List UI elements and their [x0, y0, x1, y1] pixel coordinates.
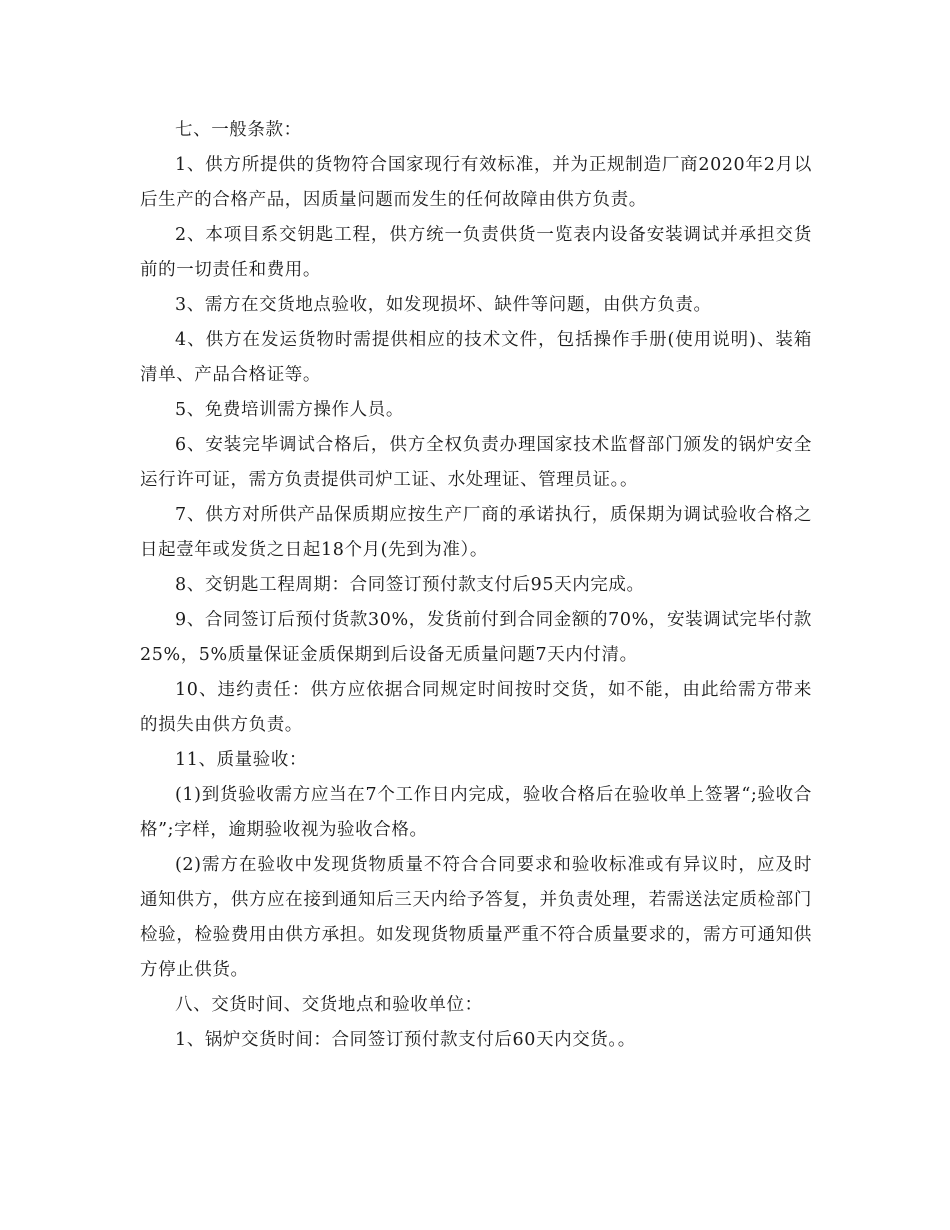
clause-11-quality-acceptance: 11、质量验收：	[175, 750, 308, 770]
section-heading-general-terms: 七、一般条款：	[175, 120, 302, 140]
clause-8-project-period: 8、交钥匙工程周期：合同签订预付款支付后95天内完成。	[175, 575, 645, 595]
clause-11-1-arrival-inspection: (1)到货验收需方应当在7个工作日内完成，验收合格后在验收单上签署“;验收合格”;字样，逾期验收视为验收合格。	[140, 785, 812, 840]
clause-10-breach-liability: 10、违约责任：供方应依据合同规定时间按时交货，如不能，由此给需方带来的损失由供方负责。	[140, 680, 812, 735]
clause-1-goods-standard: 1、供方所提供的货物符合国家现行有效标准，并为正规制造厂商2020年2月以后生产的合格产品，因质量问题而发生的任何故障由供方负责。	[140, 155, 812, 210]
clause-11-2-quality-objection: (2)需方在验收中发现货物质量不符合合同要求和验收标准或有异议时，应及时通知供方，供方应在接到通知后三天内给予答复，并负责处理，若需送法定质检部门检验，检验费用由供方承担。如发现货物质量严重不符合质量要求的，需方可通知供方停止供货。	[140, 855, 812, 980]
document-page	[140, 113, 812, 1058]
clause-9-payment-terms: 9、合同签订后预付货款30%，发货前付到合同金额的70%，安装调试完毕付款25%，5%质量保证金质保期到后设备无质量问题7天内付清。	[140, 610, 812, 665]
clause-3-inspection-location: 3、需方在交货地点验收，如发现损坏、缺件等问题，由供方负责。	[175, 295, 712, 315]
clause-4-technical-documents: 4、供方在发运货物时需提供相应的技术文件，包括操作手册(使用说明)、装箱清单、产品合格证等。	[140, 330, 812, 385]
clause-7-warranty: 7、供方对所供产品保质期应按生产厂商的承诺执行，质保期为调试验收合格之日起壹年或发货之日起18个月(先到为准）。	[140, 505, 812, 560]
delivery-clause-1-boiler-delivery-time: 1、锅炉交货时间：合同签订预付款支付后60天内交货。。	[175, 1030, 636, 1050]
section-heading-delivery: 八、交货时间、交货地点和验收单位：	[175, 995, 483, 1015]
clause-5-free-training: 5、免费培训需方操作人员。	[175, 400, 404, 420]
clause-2-turnkey-project: 2、本项目系交钥匙工程，供方统一负责供货一览表内设备安装调试并承担交货前的一切责任和费用。	[140, 225, 812, 280]
clause-6-safety-permit: 6、安装完毕调试合格后，供方全权负责办理国家技术监督部门颁发的锅炉安全运行许可证，需方负责提供司炉工证、水处理证、管理员证。。	[140, 435, 812, 490]
